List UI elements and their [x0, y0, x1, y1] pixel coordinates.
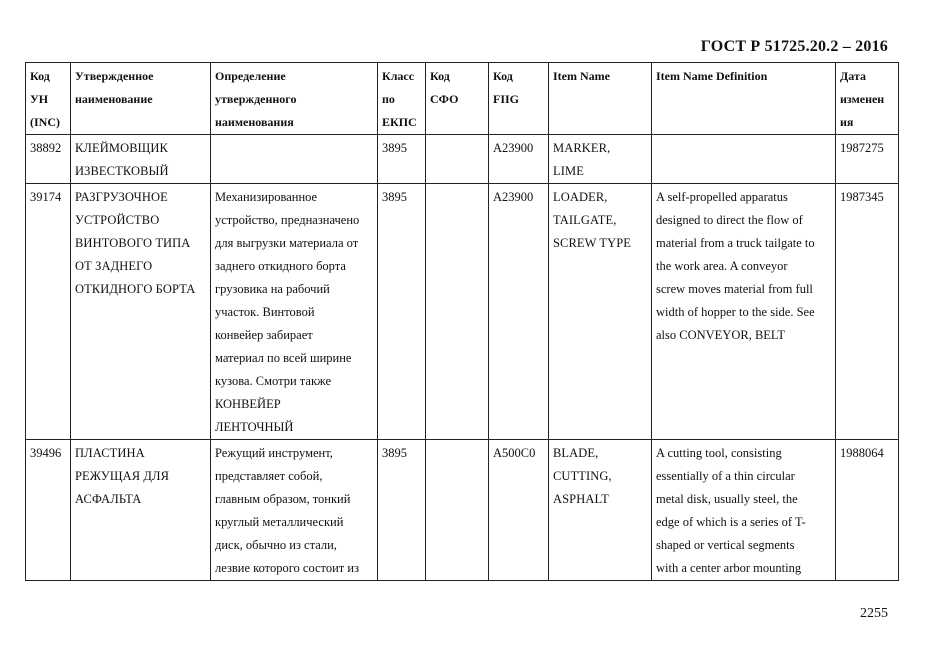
cell-name: КЛЕЙМОВЩИК ИЗВЕСТКОВЫЙ [71, 135, 211, 184]
cell-item-definition [652, 135, 836, 184]
column-header-item-definition: Item Name Definition [652, 63, 836, 135]
column-header-date: Дата изменен ия [836, 63, 899, 135]
cell-sfo [426, 440, 489, 581]
table-row [26, 135, 899, 184]
column-header-code: Код УН (INC) [26, 63, 71, 135]
column-header-definition: Определение утвержденного наименования [211, 63, 378, 135]
cell-fiig: A23900 [489, 135, 549, 184]
table-row [26, 440, 899, 581]
cell-code: 39174 [26, 184, 71, 440]
cell-fiig: A23900 [489, 184, 549, 440]
cell-date: 1987345 [836, 184, 899, 440]
cell-definition: Механизированное устройство, предназначено для выгрузки материала от заднего откидного борта грузовика на рабочий участок. Винтовой конвейер забирает материал по всей ширине кузова. Смотри также КОНВЕЙЕР ЛЕНТОЧНЫЙ [211, 184, 378, 440]
cell-sfo [426, 135, 489, 184]
cell-class: 3895 [378, 440, 426, 581]
cell-class: 3895 [378, 135, 426, 184]
cell-date: 1988064 [836, 440, 899, 581]
cell-code: 38892 [26, 135, 71, 184]
cell-item-definition: A self-propelled apparatus designed to direct the flow of material from a truck tailgate to the work area. A conveyor screw moves material from full width of hopper to the side. See also CONVEYOR, BELT [652, 184, 836, 440]
cell-definition [211, 135, 378, 184]
cell-code: 39496 [26, 440, 71, 581]
document-title: ГОСТ Р 51725.20.2 – 2016 [700, 38, 888, 55]
cell-sfo [426, 184, 489, 440]
cell-name: РАЗГРУЗОЧНОЕ УСТРОЙСТВО ВИНТОВОГО ТИПА ОТ ЗАДНЕГО ОТКИДНОГО БОРТА [71, 184, 211, 440]
cell-item-name: BLADE, CUTTING, ASPHALT [549, 440, 652, 581]
catalog-table [25, 62, 899, 581]
cell-fiig: A500C0 [489, 440, 549, 581]
column-header-name: Утвержденное наименование [71, 63, 211, 135]
cell-definition: Режущий инструмент, представляет собой, главным образом, тонкий круглый металлический диск, обычно из стали, лезвие которого состоит из [211, 440, 378, 581]
cell-date: 1987275 [836, 135, 899, 184]
column-header-sfo: Код СФО [426, 63, 489, 135]
column-header-item-name: Item Name [549, 63, 652, 135]
cell-item-definition: A cutting tool, consisting essentially of a thin circular metal disk, usually steel, the edge of which is a series of T- shaped or vertical segments with a center arbor mounting [652, 440, 836, 581]
cell-name: ПЛАСТИНА РЕЖУЩАЯ ДЛЯ АСФАЛЬТА [71, 440, 211, 581]
table-header-row [26, 63, 899, 135]
cell-item-name: LOADER, TAILGATE, SCREW TYPE [549, 184, 652, 440]
table-row [26, 184, 899, 440]
cell-class: 3895 [378, 184, 426, 440]
page-number: 2255 [860, 606, 888, 621]
column-header-class: Класс по ЕКПС [378, 63, 426, 135]
cell-item-name: MARKER, LIME [549, 135, 652, 184]
column-header-fiig: Код FIIG [489, 63, 549, 135]
